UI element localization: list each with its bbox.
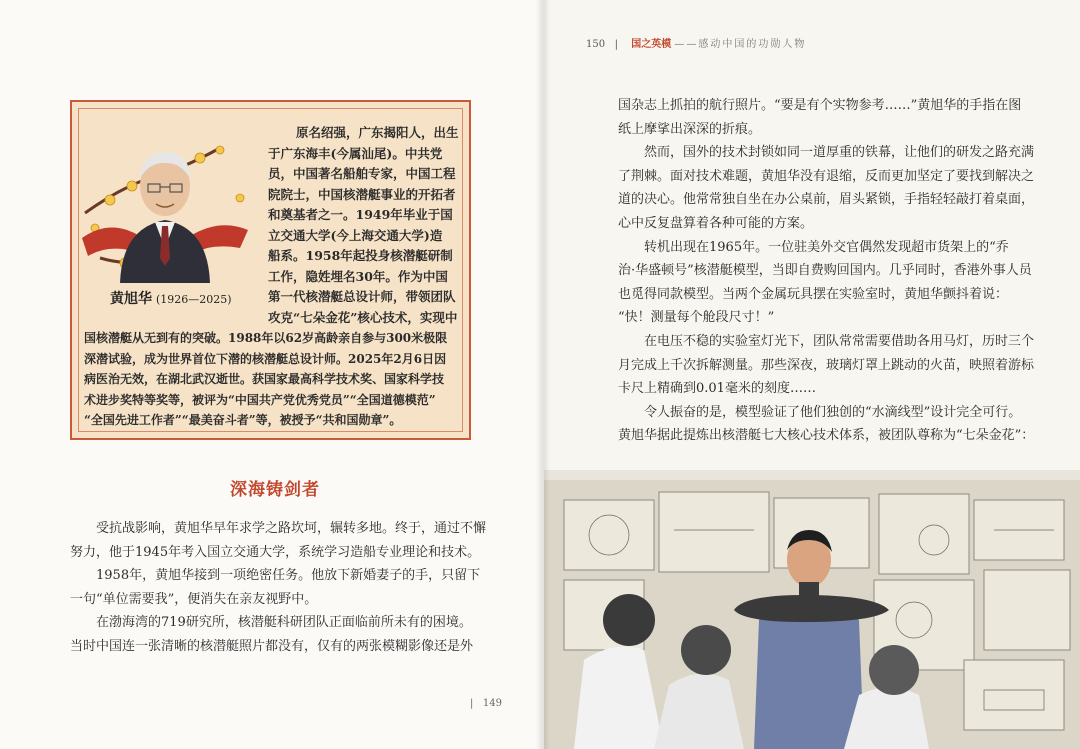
bio-line: 立交通大学(今上海交通大学)造 (268, 227, 443, 243)
body-line: 月完成上千次拆解测量。那些深夜，玻璃灯罩上跳动的火苗，映照着游标 (618, 357, 1035, 373)
body-line: 1958年，黄旭华接到一项绝密任务。他放下新婚妻子的手，只留下 (70, 568, 481, 584)
body-line: 受抗战影响，黄旭华早年求学之路坎坷，辗转多地。终于，通过不懈 (70, 521, 487, 536)
right-page (544, 0, 1080, 749)
body-line: 了荆棘。面对技术难题，黄旭华没有退缩，反而更加坚定了要找到解决之 (618, 168, 1035, 184)
bio-line: 原名绍强，广东揭阳人，出生 (296, 125, 459, 140)
bio-line: 攻克“七朵金花”核心技术，实现中 (268, 309, 458, 325)
bio-line: 工作，隐姓埋名30年。作为中国 (268, 268, 448, 284)
bio-line: 员，中国著名船舶专家，中国工程 (268, 166, 456, 181)
body-line: 努力，他于1945年考入国立交通大学，系统学习造船专业理论和技术。 (70, 544, 481, 560)
body-line: 在电压不稳的实验室灯光下，团队常常需要借助各用马灯，历时三个 (618, 333, 1035, 349)
bio-text-full-width (84, 328, 447, 431)
bio-person-name (110, 288, 232, 308)
bio-line: 和奠基者之一。1949年毕业于国 (268, 207, 453, 222)
bio-line: 国核潜艇从无到有的突破。1988年以62岁高龄亲自参与300米极限 (84, 331, 448, 345)
body-line: 纸上摩挲出深深的折痕。 (618, 121, 762, 137)
header-divider: | (608, 39, 619, 50)
portrait-illustration (80, 118, 250, 283)
right-body-text (618, 94, 1035, 448)
page-number-left-value: 149 (482, 698, 502, 709)
standing-engineer (754, 600, 864, 749)
body-line: 然而，国外的技术封锁如同一道厚重的铁幕，让他们的研发之路充满 (618, 145, 1035, 161)
bio-line: 于广东海丰(今属汕尾)。中共党 (268, 145, 443, 161)
book-subtitle: ——感动中国的功勋人物 (674, 39, 807, 50)
body-line: 转机出现在1965年。一位驻美外交官偶然发现超市货架上的“乔 (618, 239, 1009, 255)
bio-line: 院院士，中国核潜艇事业的开拓者 (268, 186, 456, 202)
body-line: 治·华盛顿号”核潜艇模型，当即自费购回国内。几乎同时，香港外事人员 (618, 263, 1032, 279)
body-line: 黄旭华据此提炼出核潜艇七大核心技术体系，被团队尊称为“七朵金花”： (618, 428, 1035, 444)
bio-line: 第一代核潜艇总设计师，带领团队 (268, 289, 456, 304)
body-line: “快！测量每个舱段尺寸！” (618, 310, 775, 326)
page-number-left: | 149 (470, 698, 502, 709)
bio-line: 术进步奖特等奖等，被评为“中国共产党优秀党员”“全国道德模范” (84, 392, 436, 407)
body-line: 也觅得同款模型。当两个金属玩具摆在实验室时，黄旭华颤抖着说： (618, 286, 1009, 302)
body-line: 当时中国连一张清晰的核潜艇照片都没有，仅有的两张模糊影像还是外 (70, 638, 474, 654)
bio-text-right-column (268, 123, 459, 328)
body-line: 一句“单位需要我”，便消失在亲友视野中。 (70, 591, 318, 607)
bio-line: “全国先进工作者”“最美奋斗者”等，被授予“共和国勋章”。 (84, 413, 402, 427)
body-line: 令人振奋的是，模型验证了他们独创的“水滴线型”设计完全可行。 (618, 404, 1022, 420)
section-title: 深海铸剑者 (230, 480, 320, 500)
bio-name-text: 黄旭华 (110, 291, 152, 307)
body-line: 在渤海湾的719研究所，核潜艇科研团队正面临前所未有的困境。 (70, 615, 472, 631)
body-line: 心中反复盘算着各种可能的方案。 (618, 215, 814, 231)
bio-dates: (1926—2025) (156, 293, 232, 306)
body-line: 国杂志上抓拍的航行照片。“要是有个实物参考……”黄旭华的手指在图 (618, 98, 1022, 113)
bio-line: 病医治无效，在湖北武汉逝世。获国家最高科学技术奖、国家科学技 (84, 372, 445, 386)
book-title: 国之英模 (631, 39, 672, 50)
book-gutter-shadow (536, 0, 550, 749)
body-line: 卡尺上精确到0.01毫米的刻度…… (618, 381, 816, 397)
page-number-right: 150 (586, 39, 606, 50)
body-line: 道的决心。他常常独自坐在办公桌前，眉头紧锁，手指轻轻敲打着桌面， (618, 192, 1035, 208)
left-body-text (70, 517, 487, 659)
workshop-illustration (544, 470, 1080, 749)
running-header (586, 35, 806, 50)
bio-line: 深潜试验，成为世界首位下潜的核潜艇总设计师。2025年2月6日因 (84, 351, 447, 366)
bio-line: 船系。1958年起投身核潜艇研制 (268, 248, 453, 263)
